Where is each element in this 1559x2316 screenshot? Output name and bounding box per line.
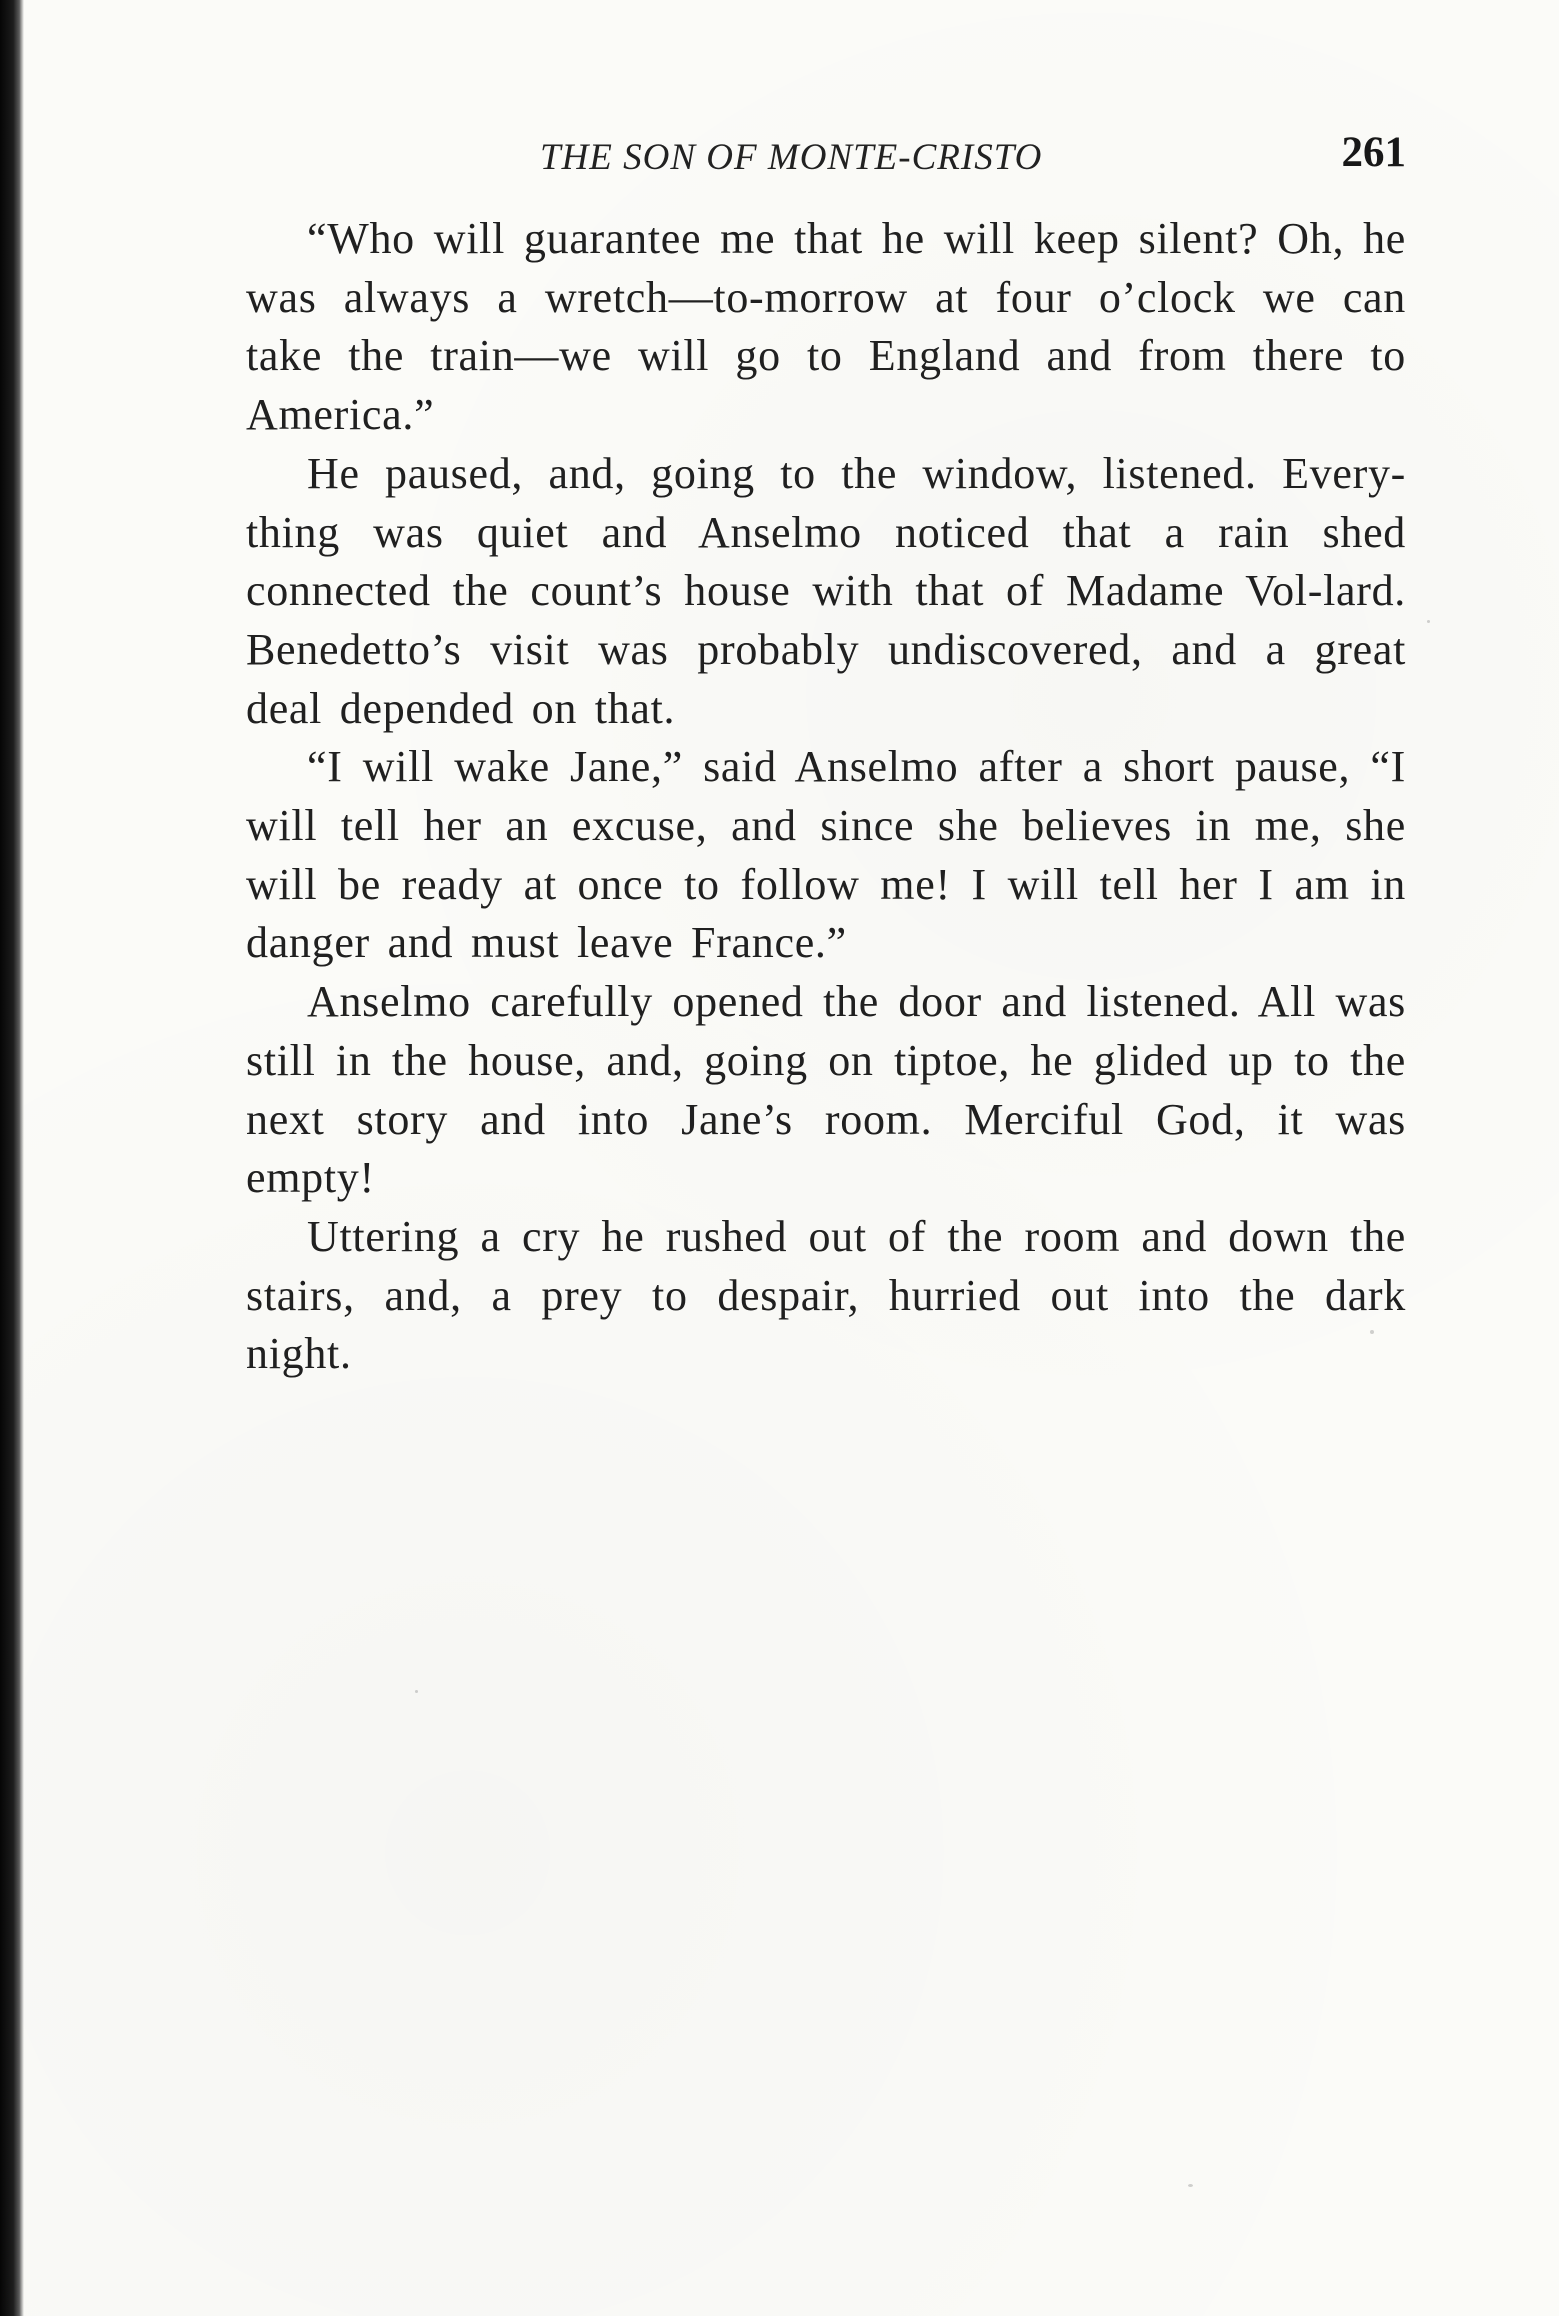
paper-speck xyxy=(1370,1330,1374,1334)
paragraph: Uttering a cry he rushed out of the room and down the stairs, and, a prey to despair, hurried out into the dark night. xyxy=(246,1211,1406,1379)
running-title: THE SON OF MONTE-CRISTO xyxy=(540,137,1043,178)
paper-speck xyxy=(1188,2184,1193,2187)
paragraph: “Who will guarantee me that he will keep silent? Oh, he was always a wretch—to-morrow at four o’clock we can take the train—we will go to England and from there to America.” xyxy=(246,214,1406,440)
page-number: 261 xyxy=(1341,129,1406,176)
paper-speck xyxy=(415,1690,418,1693)
paragraph: Anselmo carefully opened the door and listened. All was still in the house, and, going on tiptoe, he glided up to the next story and into Jane’s room. Merciful God, it was empty! xyxy=(246,977,1406,1203)
paragraph: “I will wake Jane,” said Anselmo after a short pause, “I will tell her an excuse, and since she believes in me, she will be ready at once to follow me! I will tell her I am in danger and must leave France.” xyxy=(246,742,1406,968)
page-header xyxy=(246,128,1406,188)
paper-speck xyxy=(1427,620,1430,623)
body-text xyxy=(246,210,1406,1384)
binding-edge xyxy=(0,0,24,2316)
paragraph: He paused, and, going to the window, listened. Every-thing was quiet and Anselmo noticed that a rain shed connected the count’s house with that of Madame Vol-lard. Benedetto’s visit was probably undiscovered, and a great deal depended on that. xyxy=(246,448,1406,733)
